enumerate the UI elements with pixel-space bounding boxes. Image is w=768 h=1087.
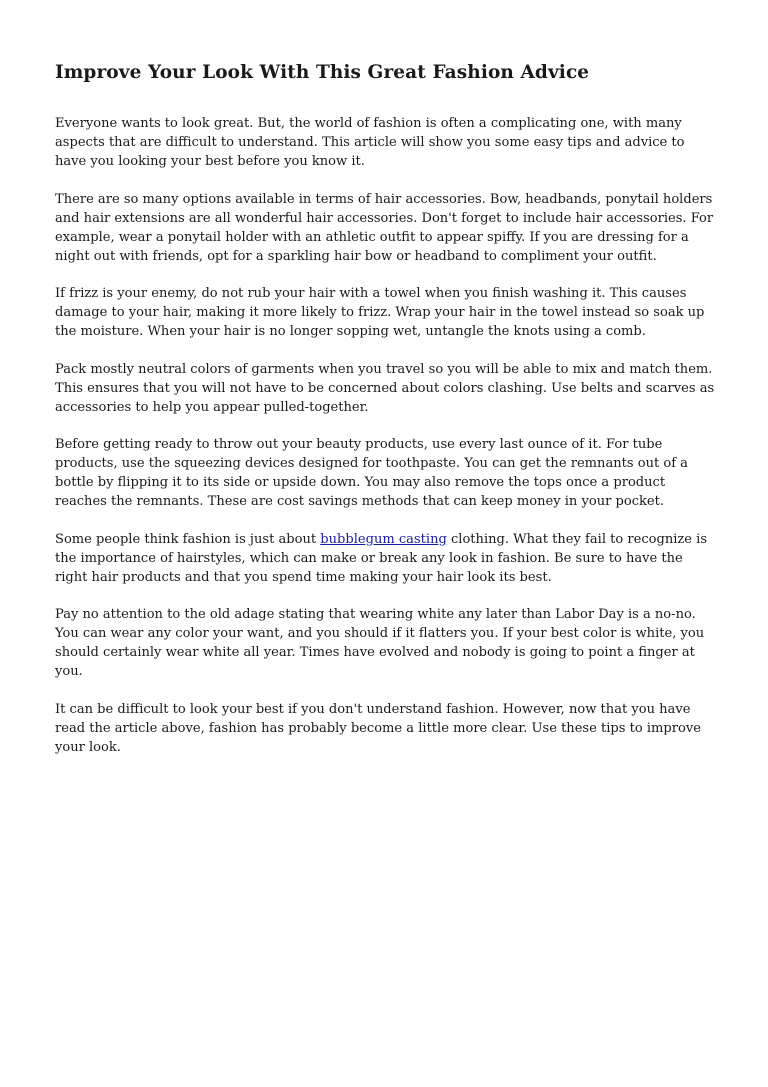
paragraph-hairstyles-rest: clothing. What they fail to recognize is the importance of hairstyles, which can make or break any look in fashion. Be sure to have the right hair products and that you spend time making your hair look its best. <box>55 531 708 585</box>
paragraph-beauty-products: Before getting ready to throw out your beauty products, use every last ounce of it. For tube products, use the squeezing devices designed for toothpaste. You can get the remnants out of a bottle by flipping it to its side or upside down. You may also remove the tops once a product reaches the remnants. These are cost savings methods that can keep money in your pocket. <box>55 437 688 509</box>
paragraph-hairstyles <box>55 530 715 587</box>
paragraph-intro: Everyone wants to look great. But, the world of fashion is often a complicating one, with many aspects that are difficult to understand. This article will show you some easy tips and advice to have you looking your best before you know it. <box>55 116 685 169</box>
article-title: Improve Your Look With This Great Fashion Advice <box>55 62 590 83</box>
paragraph-neutral-colors: Pack mostly neutral colors of garments when you travel so you will be able to mix and match them. This ensures that you will not have to be concerned about colors clashing. Use belts and scarves as accessories to help you appear pulled-together. <box>55 361 715 415</box>
paragraph-hair-accessories: There are so many options available in terms of hair accessories. Bow, headbands, ponytail holders and hair extensions are all wonderful hair accessories. Don't forget to include hair accessories. For example, wear a ponytail holder with an athletic outfit to appear spiffy. If you are dressing for a night out with friends, opt for a sparkling hair bow or headband to compliment your outfit. <box>55 191 714 264</box>
paragraph-labor-day: Pay no attention to the old adage stating that wearing white any later than Labor Day is a no-no. You can wear any color your want, and you should if it flatters you. If your best color is white, you should certainly wear white all year. Times have evolved and nobody is going to point a finger at you. <box>55 607 705 679</box>
article <box>55 58 715 775</box>
bubblegum-casting-link[interactable]: bubblegum casting <box>320 531 447 547</box>
paragraph-conclusion: It can be difficult to look your best if you don't understand fashion. However, now that you have read the article above, fashion has probably become a little more clear. Use these tips to improve your look. <box>55 701 701 755</box>
paragraph-frizz: If frizz is your enemy, do not rub your hair with a towel when you finish washing it. This causes damage to your hair, making it more likely to frizz. Wrap your hair in the towel instead so soak up the moisture. When your hair is no longer sopping wet, untangle the knots using a comb. <box>55 286 705 339</box>
paragraph-hairstyles-lead: Some people think fashion is just about <box>55 531 321 547</box>
